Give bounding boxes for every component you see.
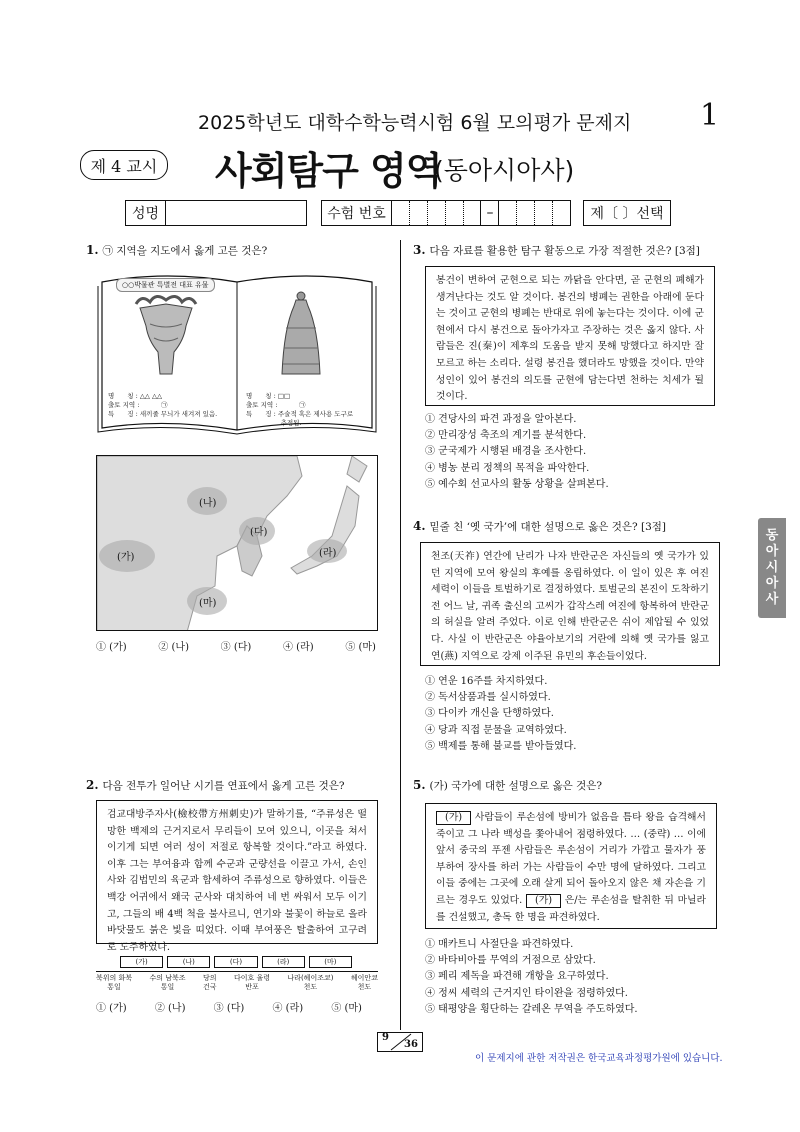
option-5[interactable]: ⑤ 예수회 선교사의 활동 상황을 살펴본다. — [425, 478, 609, 490]
question-number: 4. — [413, 519, 426, 533]
passage-part-b: 은/는 루손섬을 탈취한 뒤 마닐라를 건설했고, 총독 한 명을 파견하였다. — [436, 894, 706, 923]
side-tab-char: 아 — [765, 576, 779, 591]
timeline-events — [96, 974, 378, 992]
option-3[interactable]: ③ 군국제가 시행된 배경을 조사한다. — [425, 446, 587, 458]
question-2-passage: 검교대방주자사(檢校帶方州刺史)가 말하기를, “주류성은 떨망한 백제의 근거지로서 무리들이 모여 있으니, 이곳을 쳐서 이기게 되면 여러 성이 저절로 항복할 것이다.”라고 하였다. 이후 그는 부여융과 함께 수군과 군량선을 이끌고 가서, 손인사와 김법민의 육군과 합세하여 주류성으로 향하였다. 이들은 백강 어귀에서 왜국 군사와 대치하여 네 번 싸워서 모두 이기고, 그들의 배 4백 척을 불사르니, 연기와 불꽃이 하늘로 올라 바닷물도 붉은 빛을 띠었다. 이때 부여풍은 탈출하여 고구려로 도주하였다. — [96, 800, 378, 944]
question-5-stem: 5. (가) 국가에 대한 설명으로 옳은 것은? — [413, 778, 603, 792]
question-2-stem: 2. 다음 전투가 일어난 시기를 연표에서 옳게 고른 것은? — [86, 778, 345, 792]
exam-number-dash: – — [481, 201, 499, 225]
map-label-ma: (마) — [199, 598, 217, 609]
event: 나라(헤이조쿄) 천도 — [287, 974, 334, 991]
blank-ga: (가) — [436, 811, 471, 825]
option-4[interactable]: ④ (라) — [282, 642, 314, 653]
option-5[interactable]: ⑤ (마) — [345, 642, 376, 653]
question-5-options — [425, 937, 638, 1018]
catalog-title: ○○박물관 특별전 대표 유물 — [116, 278, 215, 292]
option-1[interactable]: ① 견당사의 파견 과정을 알아본다. — [425, 414, 577, 425]
period-da: (다) — [214, 956, 257, 968]
name-label: 성명 — [126, 201, 166, 225]
option-4[interactable]: ④ (라) — [272, 1003, 304, 1014]
side-tab-char: 동 — [765, 528, 779, 543]
question-1-options — [96, 640, 376, 656]
event: 다이호 율령 반포 — [233, 974, 270, 991]
question-number: 2. — [86, 778, 99, 792]
option-2[interactable]: ② 만리장성 축조의 계기를 분석한다. — [425, 430, 587, 442]
exam-number-cells — [392, 201, 570, 225]
subject-title: 사회탐구 영역 — [215, 149, 442, 193]
option-3[interactable]: ③ 페리 제독을 파견해 개항을 요구하였다. — [425, 971, 609, 983]
event: 헤이안쿄 천도 — [350, 974, 378, 991]
choice-field[interactable]: 제〔 〕선택 — [583, 200, 671, 226]
museum-catalog-book — [96, 268, 378, 438]
option-4[interactable]: ④ 당과 직접 문물을 교역하였다. — [425, 724, 567, 736]
column-divider — [400, 240, 401, 1030]
right-artifact-card: 명 칭 : □□ 출토 지역 : ㉠ 특 징 : 주술적 혹은 제사용 도구로 추정됨. — [246, 392, 354, 427]
question-4-stem: 4. 밑줄 친 ‘옛 국가’에 대한 설명으로 옳은 것은? [3점] — [413, 519, 666, 533]
period-na: (나) — [167, 956, 210, 968]
page-total: 36 — [404, 1039, 418, 1050]
blank-ga: (가) — [526, 894, 561, 908]
left-artifact-card: 명 칭 : △△ △△ 출토 지역 : ㉠ 특 징 : 새끼줄 무늬가 새겨져 있음. — [108, 392, 218, 418]
option-1[interactable]: ① (가) — [96, 1003, 127, 1014]
option-1[interactable]: ① 매카트니 사절단을 파견하였다. — [425, 939, 574, 950]
exam-title: 2025학년도 대학수학능력시험 6월 모의평가 문제지 — [198, 112, 632, 134]
page-number: 1 — [700, 98, 720, 133]
option-4[interactable]: ④ 병농 분리 정책의 목적을 파악한다. — [425, 462, 590, 474]
subject-subtitle: (동아시아사) — [434, 156, 575, 185]
period-ra: (라) — [262, 956, 305, 968]
option-2[interactable]: ② (나) — [154, 1003, 186, 1014]
event: 수의 남북조 통일 — [149, 974, 186, 991]
option-4[interactable]: ④ 정씨 세력의 근거지인 타이완을 점령하였다. — [425, 987, 628, 999]
event: 북위의 화북 통일 — [96, 974, 133, 991]
question-5-passage — [425, 803, 717, 929]
question-number: 3. — [413, 243, 426, 257]
question-3-passage: 봉건이 변하여 군현으로 되는 까닭을 안다면, 곧 군현의 폐해가 생겨난다는 것도 알 것이다. 봉건의 병폐는 권한을 아래에 둔다는 것이고 군현의 병폐는 반대로 위에 놓는다는 것이다. 이에 군현에서 다시 봉건으로 돌아가자고 주장하는 것은 옳지 않다. 사람들은 진(秦)이 제후의 도움을 받지 못해 망했다고 하지만 잘 모르고 하는 소리다. 설령 봉건을 했더라도 망했을 것이다. 만약 성인이 있어 봉건의 의도를 군현에 담는다면 천하는 치세가 될 것이다. — [425, 266, 715, 406]
option-2[interactable]: ② 바타비아를 무역의 거점으로 삼았다. — [425, 955, 596, 967]
option-3[interactable]: ③ (다) — [220, 642, 252, 653]
option-3[interactable]: ③ 다이카 개신을 단행하였다. — [425, 708, 554, 720]
question-4-passage: 천조(天祚) 연간에 난리가 나자 반란군은 자신들의 옛 국가가 있던 지역에 모여 왕실의 후예를 옹립하였다. 이 일이 있은 후 여진 세력이 이들을 토벌하기로 결정하였다. 토벌군의 본진이 도착하기 전 어느 날, 귀족 출신의 고씨가 갑작스레 여진에 항복하여 반란군의 허실을 알려 주었다. 이로 인해 반란군은 쉬이 제압될 수 있었다. 사실 이 반란군은 야율아보기의 거란에 의해 옛 국가를 잃고 연(燕) 지역으로 강제 이주된 유민의 후손들이었다. — [420, 542, 720, 666]
map-label-na: (나) — [199, 498, 217, 509]
subject-side-tab — [758, 518, 786, 618]
passage-part-a: 사람들이 루손섬에 방비가 없음을 틈타 왕을 습격해서 죽이고 그 나라 백성을 쫓아내어 점령하였다. … (중략) … 이에 앞서 중국의 푸젠 사람들은 루손섬이 거리가 가깝고 물자가 풍부하여 장사를 하러 가는 사람들이 수만 명에 달하였다. 그리고 이들 중에는 그곳에 오래 살게 되어 돌아오지 않은 채 자손을 기르는 경우도 있었다. — [436, 812, 706, 906]
option-5[interactable]: ⑤ 백제를 통해 불교를 받아들였다. — [425, 740, 577, 752]
option-5[interactable]: ⑤ (마) — [331, 1003, 362, 1014]
question-3-options — [425, 412, 609, 493]
option-5[interactable]: ⑤ 태평양을 횡단하는 갈레온 무역을 주도하였다. — [425, 1003, 638, 1015]
copyright-notice: 이 문제지에 관한 저작권은 한국교육과정평가원에 있습니다. — [475, 1053, 723, 1064]
question-number: 1. — [86, 243, 99, 257]
option-2[interactable]: ② (나) — [158, 642, 189, 653]
side-tab-char: 사 — [765, 592, 779, 607]
map-label-ra: (라) — [319, 548, 337, 559]
page-current: 9 — [382, 1032, 389, 1043]
timeline — [96, 956, 378, 998]
option-3[interactable]: ③ (다) — [213, 1003, 245, 1014]
east-asia-map — [96, 455, 378, 631]
question-1-stem: 1. ㉠ 지역을 지도에서 옳게 고른 것은? — [86, 243, 268, 257]
option-2[interactable]: ② 독서삼품과를 실시하였다. — [425, 692, 551, 704]
option-1[interactable]: ① (가) — [96, 642, 127, 653]
event: 당의 건국 — [202, 974, 217, 991]
question-2-options — [96, 1001, 362, 1017]
exam-number-field[interactable] — [321, 200, 571, 226]
period-ga: (가) — [120, 956, 163, 968]
info-row — [125, 200, 671, 226]
option-1[interactable]: ① 연운 16주를 차지하였다. — [425, 676, 548, 687]
question-number: 5. — [413, 778, 426, 792]
map-label-da: (다) — [250, 527, 268, 538]
exam-number-label: 수험 번호 — [322, 201, 392, 225]
question-4-options — [425, 674, 576, 755]
timeline-periods — [118, 956, 354, 968]
side-tab-char: 아 — [765, 544, 779, 559]
side-tab-char: 시 — [765, 560, 779, 575]
page-indicator — [377, 1032, 423, 1052]
session-badge: 제 4 교시 — [80, 150, 168, 180]
name-field[interactable] — [125, 200, 307, 226]
question-3-stem: 3. 다음 자료를 활용한 탐구 활동으로 가장 적절한 것은? [3점] — [413, 243, 700, 257]
period-ma: (마) — [309, 956, 352, 968]
map-label-ga: (가) — [117, 552, 135, 563]
